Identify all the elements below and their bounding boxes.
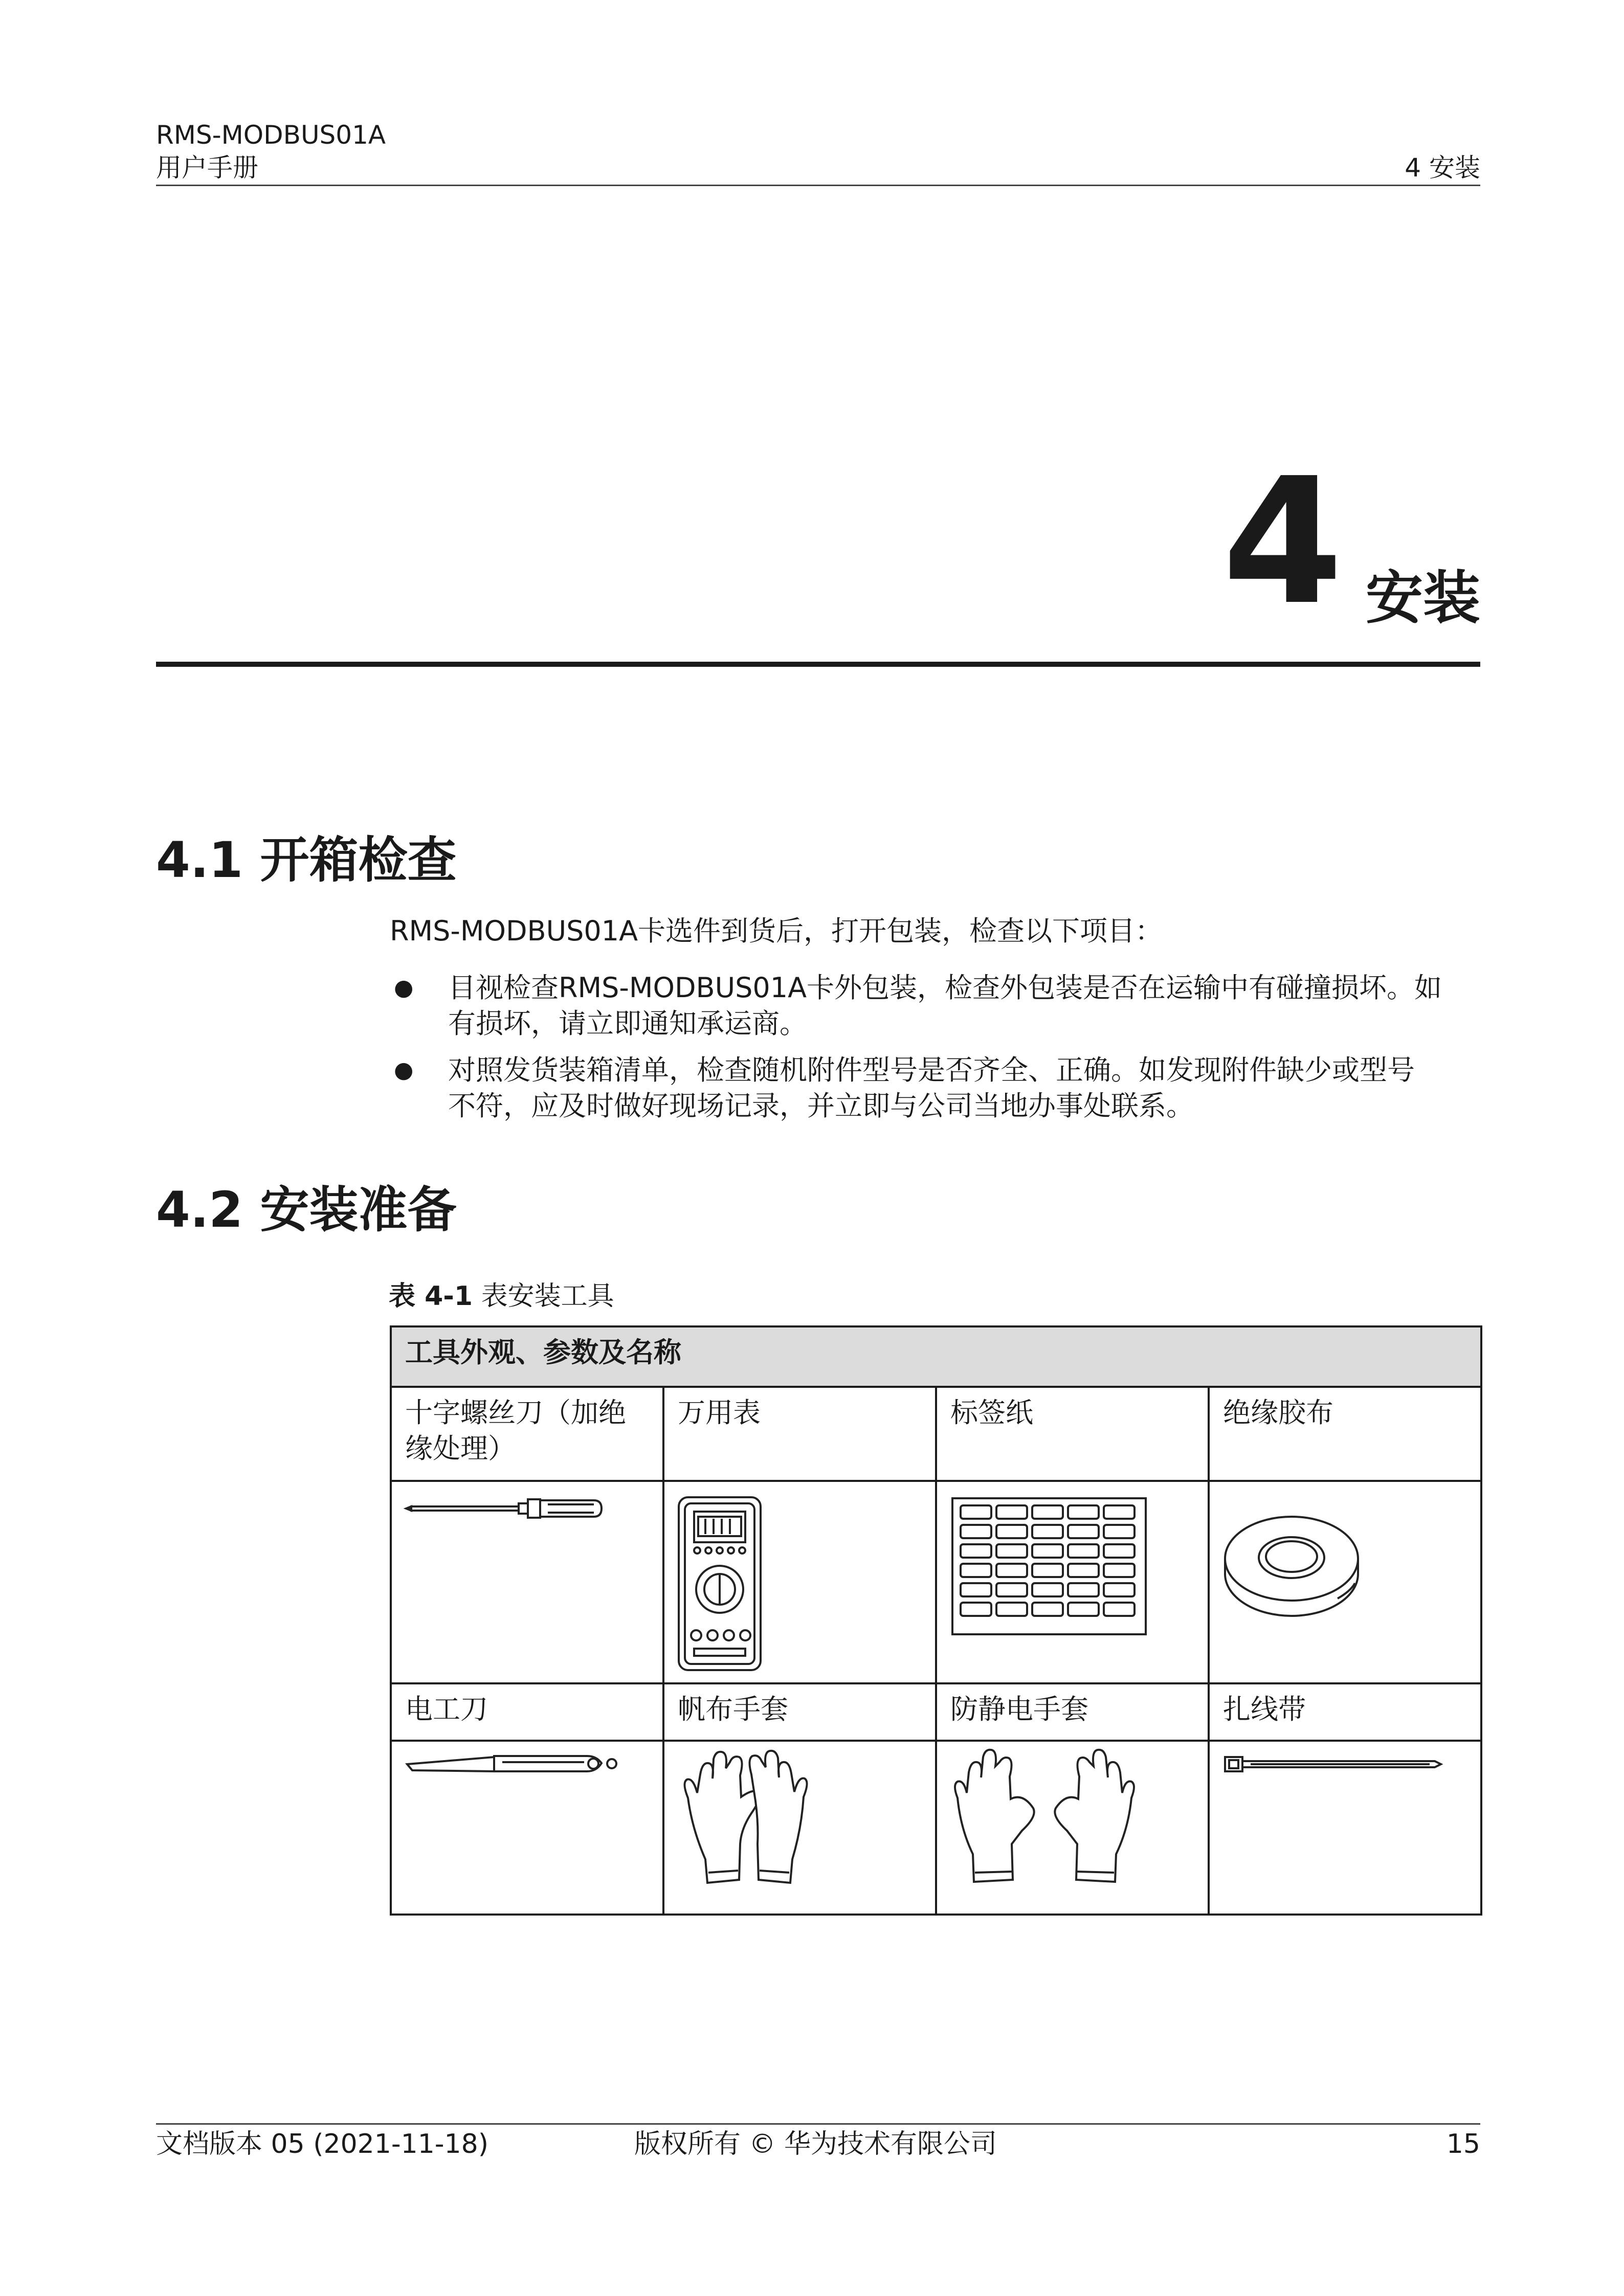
footer-page-number: 15 xyxy=(1446,2129,1480,2159)
bullet-marker: ● xyxy=(394,975,414,1001)
multimeter-icon xyxy=(664,1482,933,1682)
header-divider xyxy=(156,185,1480,186)
bullet-item-2 xyxy=(448,1052,1480,1124)
bullet-item-1-line-2: 有损坏，请立即通知承运商。 xyxy=(448,1007,807,1040)
bullet-marker: ● xyxy=(394,1057,414,1083)
chapter-number: 4 xyxy=(1222,441,1340,643)
table-row xyxy=(391,1481,1481,1683)
tool-name-multimeter: 万用表 xyxy=(663,1387,936,1481)
header-doc-type: 用户手册 xyxy=(156,153,258,183)
tool-name-canvas-gloves: 帆布手套 xyxy=(663,1683,936,1741)
table-header-cell: 工具外观、参数及名称 xyxy=(391,1326,1481,1387)
section-title-4-1: 4.1 开箱检查 xyxy=(156,831,457,889)
esd-gloves-icon xyxy=(937,1742,1206,1914)
screwdriver-icon xyxy=(392,1482,660,1682)
table-row xyxy=(391,1387,1481,1481)
footer-version: 文档版本 05 (2021-11-18) xyxy=(156,2129,489,2159)
canvas-gloves-icon xyxy=(664,1742,933,1914)
insulating-tape-icon xyxy=(1210,1482,1478,1682)
header-chapter-ref: 4 安装 xyxy=(1405,153,1480,183)
tool-image-cell xyxy=(936,1481,1209,1683)
tool-name-label-paper: 标签纸 xyxy=(936,1387,1209,1481)
table-caption xyxy=(389,1278,614,1314)
tool-name-insulating-tape: 绝缘胶布 xyxy=(1209,1387,1481,1481)
bullet-item-2-line-2: 不符，应及时做好现场记录，并立即与公司当地办事处联系。 xyxy=(448,1090,1194,1122)
table-row xyxy=(391,1741,1481,1915)
footer-divider xyxy=(156,2123,1480,2125)
chapter-divider xyxy=(156,662,1480,667)
label-paper-icon xyxy=(937,1482,1206,1682)
tool-name-esd-gloves: 防静电手套 xyxy=(936,1683,1209,1741)
tool-image-cell xyxy=(936,1741,1209,1915)
tool-image-cell xyxy=(663,1741,936,1915)
tool-image-cell xyxy=(1209,1481,1481,1683)
electrician-knife-icon xyxy=(392,1742,660,1914)
bullet-item-2-line-1: 对照发货装箱清单，检查随机附件型号是否齐全、正确。如发现附件缺少或型号 xyxy=(448,1054,1415,1086)
table-caption-text: 表安装工具 xyxy=(481,1281,614,1312)
chapter-title: 安装 xyxy=(1366,565,1480,632)
table-header-row xyxy=(391,1326,1481,1387)
tool-image-cell xyxy=(391,1741,663,1915)
table-caption-number: 表 4-1 xyxy=(389,1281,473,1312)
tool-image-cell xyxy=(1209,1741,1481,1915)
header-product: RMS-MODBUS01A xyxy=(156,120,386,150)
bullet-item-1 xyxy=(448,970,1480,1042)
bullet-item-1-line-1: 目视检查RMS-MODBUS01A卡外包装，检查外包装是否在运输中有碰撞损坏。如 xyxy=(448,972,1442,1004)
tool-name-screwdriver-line-2: 缘处理） xyxy=(405,1432,516,1465)
tool-image-cell xyxy=(391,1481,663,1683)
section-4-1-intro: RMS-MODBUS01A卡选件到货后，打开包装，检查以下项目： xyxy=(390,915,1163,947)
tool-name-screwdriver xyxy=(391,1387,663,1481)
tool-name-cable-tie: 扎线带 xyxy=(1209,1683,1481,1741)
section-title-4-2: 4.2 安装准备 xyxy=(156,1181,457,1239)
tool-name-electrician-knife: 电工刀 xyxy=(391,1683,663,1741)
cable-tie-icon xyxy=(1210,1742,1478,1914)
footer-copyright: 版权所有 © 华为技术有限公司 xyxy=(634,2129,997,2159)
installation-tools-table xyxy=(390,1325,1482,1916)
tool-name-screwdriver-line-1: 十字螺丝刀（加绝 xyxy=(405,1397,626,1429)
table-row xyxy=(391,1683,1481,1741)
tool-image-cell xyxy=(663,1481,936,1683)
